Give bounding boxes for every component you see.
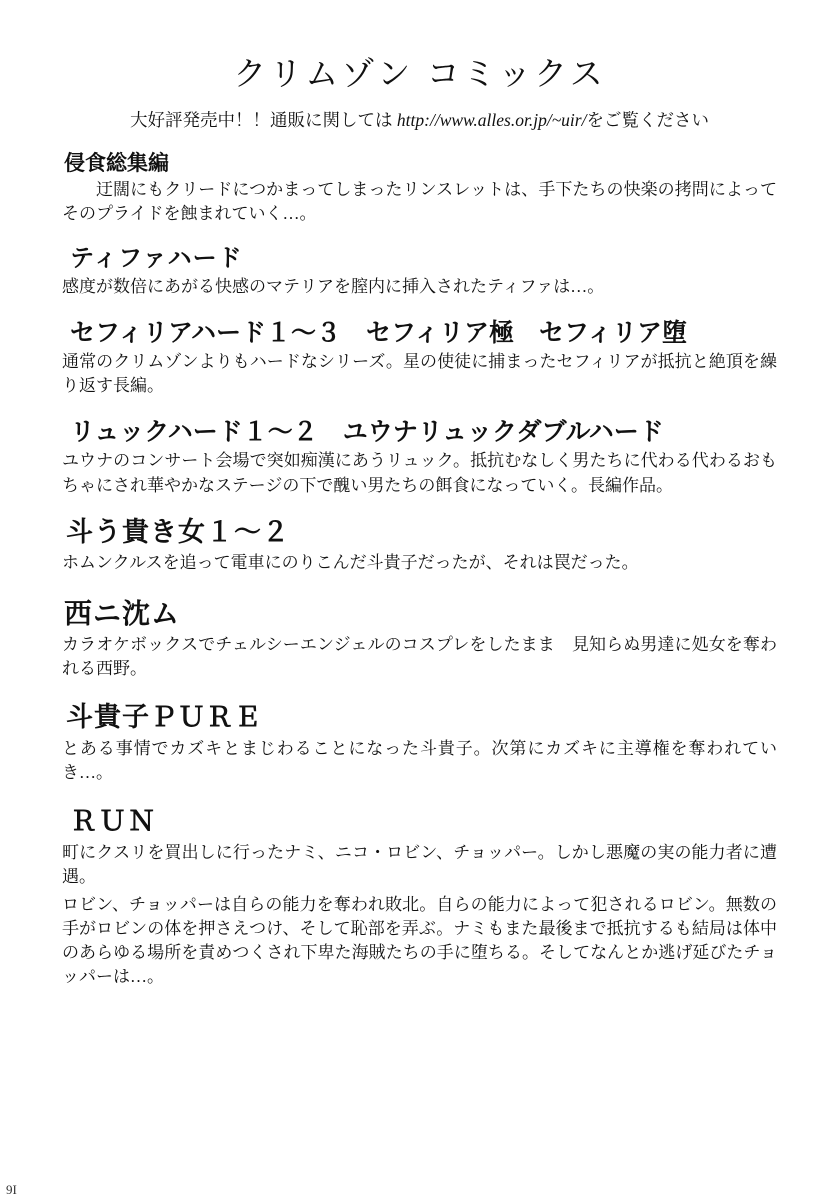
entry-title: 斗う貴き女１～２	[66, 516, 290, 548]
entry-body: 迂闊にもクリードにつかまってしまったリンスレットは、手下たちの快楽の拷問によってそのプライドを蝕まれていく…。	[62, 180, 777, 224]
list-item	[62, 317, 777, 399]
entry-body: 通常のクリムゾンよりもハードなシリーズ。星の使徒に捕まったセフィリアが抵抗と絶頂を繰り返す長編。	[62, 351, 777, 395]
list-item	[62, 701, 777, 785]
list-item	[62, 516, 777, 576]
entry-list	[62, 150, 777, 989]
entry-title: ティファハード	[70, 242, 243, 272]
subline-before-text: 大好評発売中！！通販に関しては	[130, 110, 397, 130]
list-item	[62, 243, 777, 299]
list-item	[62, 805, 777, 990]
list-item	[62, 596, 777, 681]
website-url[interactable]: http://www.alles.or.jp/~uir/	[396, 110, 587, 130]
entry-body: 感度が数倍にあがる快感のマテリアを膣内に挿入されたティファは…。	[62, 276, 605, 296]
entry-body: ユウナのコンサート会場で突如痴漢にあうリュック。抵抗むなしく男たちに代わる代わるおもちゃにされ華やかなステージの下で醜い男たちの餌食になっていく。長編作品。	[62, 451, 777, 495]
subline-after-text: をご覧ください	[586, 110, 709, 130]
entry-title: 侵食総集編	[64, 150, 169, 175]
masthead-subline	[62, 107, 777, 132]
entry-body: ホムンクルスを追って電車にのりこんだ斗貴子だったが、それは罠だった。	[62, 553, 639, 573]
entry-title: リュックハード１～２ ユウナリュックダブルハード	[70, 417, 664, 447]
entry-title: 西ニ沈ム	[64, 596, 181, 630]
page-number: 9I	[6, 1182, 17, 1197]
entry-body: カラオケボックスでチェルシーエンジェルのコスプレをしたまま 見知らぬ男達に処女を奪われる西野。	[62, 634, 777, 678]
list-item	[62, 416, 777, 498]
entry-title: セフィリアハード１～３ セフィリア極 セフィリア堕	[70, 317, 688, 347]
entry-title: 斗貴子ＰＵＲＥ	[66, 701, 262, 733]
entry-body: とある事情でカズキとまじわることになった斗貴子。次第にカズキに主導権を奪われていき…。	[62, 738, 777, 782]
entry-title: ＲＵＮ	[70, 805, 157, 837]
page-title: クリムゾン コミックス	[233, 54, 606, 93]
list-item	[62, 150, 777, 227]
entry-body: 町にクスリを買出しに行ったナミ、ニコ・ロビン、チョッパー。しかし悪魔の実の能力者に遭遇。	[62, 842, 777, 886]
entry-body-continued: ロビン、チョッパーは自らの能力を奪われ敗北。自らの能力によって犯されるロビン。無数の手がロビンの体を押さえつけ、そして恥部を弄ぶ。ナミもまた最後まで抵抗するも結局は体中のあらゆる場所を責めつくされ下卑た海賊たちの手に堕ちる。そしてなんとか逃げ延びたチョッパーは…。	[62, 894, 777, 987]
